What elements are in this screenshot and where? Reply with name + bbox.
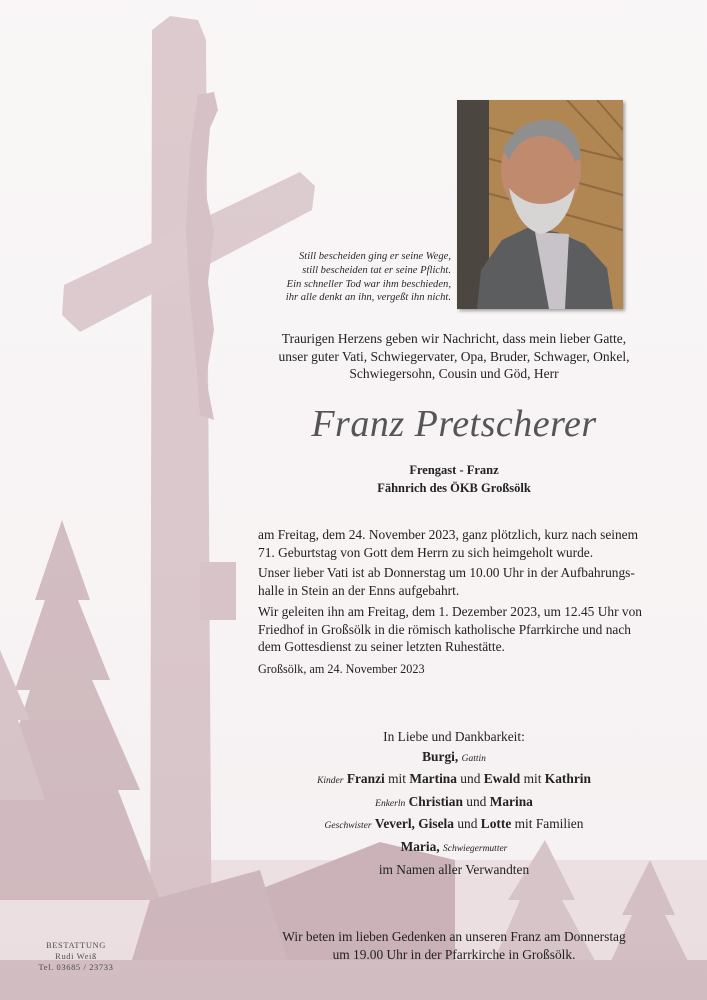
undertaker-stamp	[20, 940, 132, 973]
laying-out-paragraph: Unser lieber Vati ist ab Donnerstag um 10.00 Uhr in der Aufbahrungs-halle in Stein an der Enns aufgebahrt.	[258, 565, 635, 598]
announcement-intro	[238, 330, 670, 383]
mourner-relatives: im Namen aller Verwandten	[378, 861, 530, 877]
prayer-line: um 19.00 Uhr in der Pfarrkirche in Großsölk.	[332, 946, 576, 962]
funeral-paragraph: Wir geleiten ihn am Freitag, dem 1. Dezember 2023, um 12.45 Uhr von Friedhof in Großsölk in die römisch katholische Pfarrkirche und nach dem Gottesdienst zu seiner letzten Ruhestätte.	[258, 604, 642, 655]
mourner-grandchildren: Enkerln Christian und Marina	[375, 793, 533, 809]
nickname-and-title	[238, 461, 670, 497]
prayer-line: Wir beten im lieben Gedenken an unseren Franz am Donnerstag	[282, 929, 626, 944]
undertaker-phone: Tel. 03685 / 23733	[38, 962, 114, 972]
undertaker-name: Rudi Weiß	[55, 951, 97, 961]
nickname: Frengast - Franz	[409, 463, 499, 477]
prayer-note	[238, 928, 670, 963]
portrait-photo	[457, 100, 623, 309]
title-line: Fähnrich des ÖKB Großsölk	[377, 481, 531, 495]
deceased-name: Franz Pretscherer	[311, 403, 597, 445]
verse-line: still bescheiden tat er seine Pflicht.	[302, 264, 451, 276]
mourner-mother-in-law: Maria, Schwiegermutter	[400, 838, 508, 854]
mourners-heading: In Liebe und Dankbarkeit:	[383, 729, 525, 744]
verse-line: ihr alle denkt an ihn, vergeßt ihn nicht.	[285, 292, 451, 304]
mourners-list	[238, 727, 670, 879]
mourner-wife: Burgi, Gattin	[422, 748, 486, 764]
portrait-image	[457, 100, 623, 309]
place-date: Großsölk, am 24. November 2023	[258, 662, 425, 676]
memorial-verse	[236, 250, 451, 305]
verse-line: Ein schneller Tod war ihm beschieden,	[286, 278, 451, 290]
verse-line: Still bescheiden ging er seine Wege,	[298, 251, 451, 262]
intro-line: Traurigen Herzens geben wir Nachricht, dass mein lieber Gatte,	[281, 331, 627, 346]
mourner-children: Kinder Franzi mit Martina und Ewald mit Kathrin	[317, 771, 591, 787]
undertaker-title: BESTATTUNG	[45, 940, 107, 950]
death-paragraph: am Freitag, dem 24. November 2023, ganz plötzlich, kurz nach seinem 71. Geburtstag von Gott dem Herrn zu sich heimgeholt wurde.	[258, 527, 639, 560]
mourner-siblings: Geschwister Veverl, Gisela und Lotte mit Familien	[324, 816, 584, 832]
intro-line: Schwiegersohn, Cousin und Göd, Herr	[349, 366, 559, 381]
intro-line: unser guter Vati, Schwiegervater, Opa, Bruder, Schwager, Onkel,	[278, 348, 630, 364]
